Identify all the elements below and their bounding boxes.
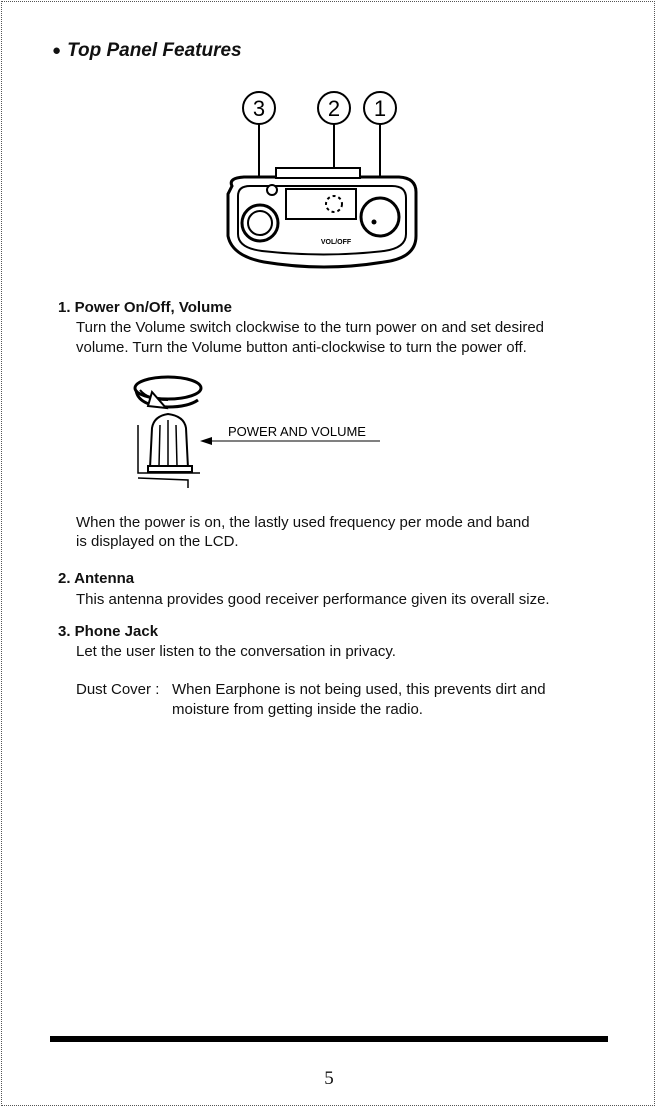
power-text-line2: volume. Turn the Volume button anti-clockwise to turn the power off. [76,339,527,356]
vol-off-label: VOL/OFF [320,239,352,246]
antenna-text: This antenna provides good receiver performance given its overall size. [76,591,550,608]
knob-figure [128,370,388,495]
page-number: 5 [324,1068,334,1089]
dust-cover-text [172,680,612,720]
power-note-line2: is displayed on the LCD. [76,533,239,550]
callout-3-label: 3 [252,96,266,121]
footer-rule [50,1036,608,1042]
top-panel-figure [214,86,424,276]
heading-title: Top Panel Features [67,40,242,61]
power-text-line1: Turn the Volume switch clockwise to the turn power on and set desired [76,319,545,336]
callout-1-label: 1 [373,96,387,121]
dust-cover-line1: When Earphone is not being used, this prevents dirt and [172,681,546,698]
phone-jack-section-title: 3. Phone Jack [58,623,159,640]
section-heading [52,40,242,62]
bullet-icon: ● [52,42,62,59]
dust-cover-label: Dust Cover : [76,681,160,698]
power-note-line1: When the power is on, the lastly used frequency per mode and band [76,514,530,531]
power-section-title: 1. Power On/Off, Volume [58,299,232,316]
antenna-section-title: 2. Antenna [58,570,135,587]
dust-cover-line2: moisture from getting inside the radio. [172,701,423,718]
callout-3 [243,92,275,124]
callout-2-label: 2 [327,96,341,121]
callout-2 [318,92,350,124]
phone-jack-text: Let the user listen to the conversation in privacy. [76,643,396,660]
knob-label: POWER AND VOLUME [228,424,366,439]
callout-1 [364,92,396,124]
